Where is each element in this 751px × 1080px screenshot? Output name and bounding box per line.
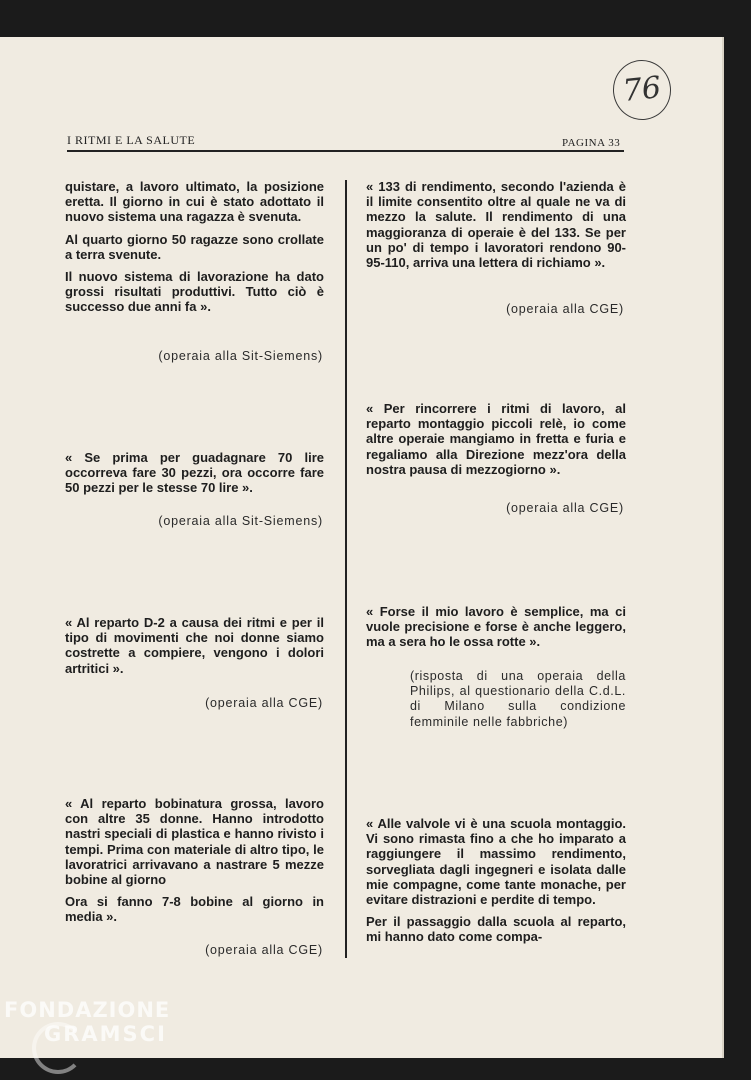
right-quote-3	[366, 604, 626, 650]
watermark-line-2: GRAMSCI	[44, 1022, 167, 1046]
running-page-number: PAGINA 33	[562, 137, 621, 149]
column-divider	[345, 180, 347, 958]
left-quote-3-attribution: (operaia alla CGE)	[205, 696, 323, 710]
right-quote-1	[366, 179, 626, 270]
left-quote-1-paragraph-1: quistare, a lavoro ultimato, la posizione eretta. Il giorno in cui è stato adottato il nuovo sistema una ragazza è svenuta.	[65, 179, 324, 225]
right-quote-1-attribution: (operaia alla CGE)	[506, 302, 624, 316]
right-quote-3-attribution: (risposta di una operaia della Philips, al questionario della C.d.L. di Milano sulla condizione femminile nelle fabbriche)	[410, 669, 626, 729]
left-quote-2-attribution: (operaia alla Sit-Siemens)	[158, 514, 323, 528]
right-quote-2-attribution: (operaia alla CGE)	[506, 501, 624, 515]
left-quote-3	[65, 615, 324, 676]
right-quote-1-paragraph-1: « 133 di rendimento, secondo l'azienda è il limite consentito oltre al quale ne va di mezzo la salute. Il rendimento di una maggioranza di operaie è del 133. Se per un po' di tempo i lavoratori rendono 90-95-110, arriva una lettera di richiamo ».	[366, 179, 626, 271]
right-quote-4-paragraph-2: Per il passaggio dalla scuola al reparto, mi hanno dato come compa-	[366, 914, 626, 945]
left-quote-1	[65, 179, 324, 315]
left-quote-1-paragraph-3: Il nuovo sistema di lavorazione ha dato grossi risultati produttivi. Tutto ciò è successo due anni fa ».	[65, 269, 324, 315]
left-quote-2	[65, 450, 324, 496]
right-quote-3-paragraph-1: « Forse il mio lavoro è semplice, ma ci vuole precisione e forse è anche leggero, ma a sera ho le ossa rotte ».	[366, 604, 626, 650]
left-quote-1-attribution: (operaia alla Sit-Siemens)	[158, 349, 323, 363]
right-quote-2	[366, 401, 626, 477]
right-quote-2-paragraph-1: « Per rincorrere i ritmi di lavoro, al reparto montaggio piccoli relè, io come altre operaie mangiamo in fretta e furia e regaliamo alla Direzione mezz'ora della nostra pausa di mezzogiorno ».	[366, 401, 626, 477]
left-quote-4-paragraph-1: « Al reparto bobinatura grossa, lavoro con altre 35 donne. Hanno introdotto nastri speciali di plastica e hanno rivisto i tempi. Prima con materiale di altro tipo, le lavoratrici arrivavano a nastrare 5 mezze bobine al giorno	[65, 796, 324, 888]
right-quote-4	[366, 816, 626, 945]
right-quote-4-paragraph-1: « Alle valvole vi è una scuola montaggio. Vi sono rimasta fino a che ho imparato a raggiungere il massimo rendimento, sorvegliata dagli ingegneri e isolata dalle mie compagne, come tante monache, per evitare distrazioni e perdite di tempo.	[366, 816, 626, 908]
left-quote-4-paragraph-2: Ora si fanno 7-8 bobine al giorno in media ».	[65, 894, 324, 925]
left-quote-3-paragraph-1: « Al reparto D-2 a causa dei ritmi e per il tipo di movimenti che noi donne siamo costrette a compiere, vengono i dolori artritici ».	[65, 615, 324, 676]
left-quote-4-attribution: (operaia alla CGE)	[205, 943, 323, 957]
left-quote-2-paragraph-1: « Se prima per guadagnare 70 lire occorreva fare 30 pezzi, ora occorre fare 50 pezzi per le stesse 70 lire ».	[65, 450, 324, 496]
left-quote-1-paragraph-2: Al quarto giorno 50 ragazze sono crollate a terra svenute.	[65, 231, 324, 262]
left-quote-4	[65, 796, 324, 925]
header-rule	[67, 150, 624, 152]
watermark-line-1: FONDAZIONE	[4, 998, 171, 1022]
watermark	[4, 998, 170, 1046]
running-title: I RITMI E LA SALUTE	[67, 133, 196, 147]
handwritten-page-number: 76	[610, 57, 674, 123]
